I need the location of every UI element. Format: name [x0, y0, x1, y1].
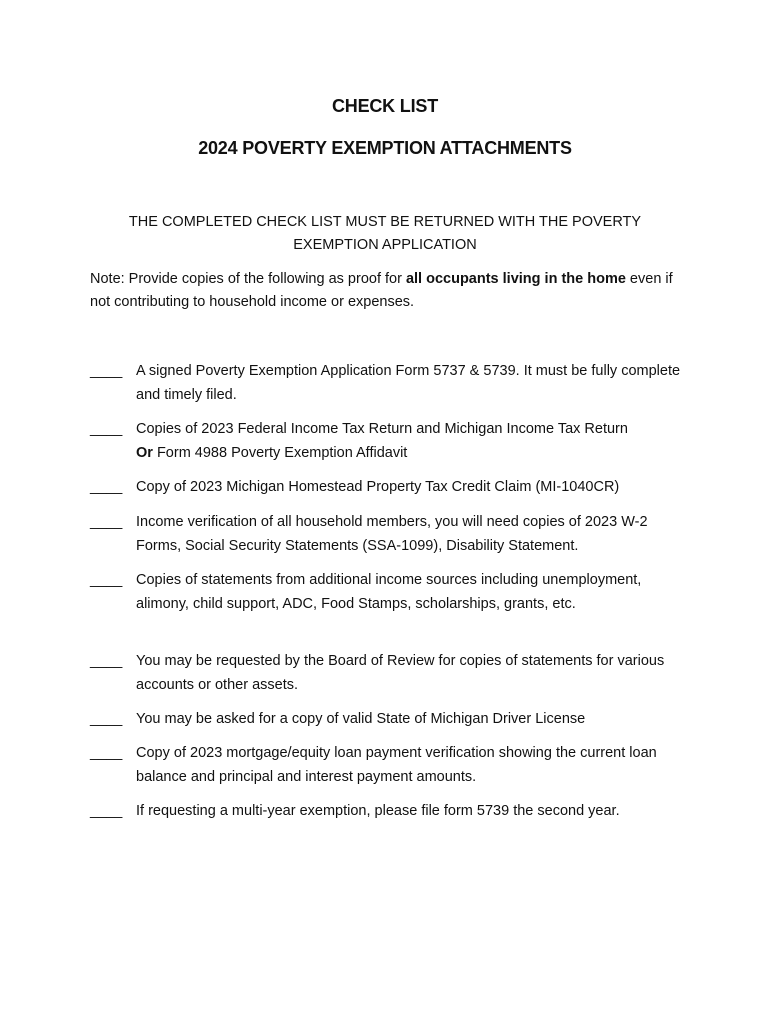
- instruction-text: THE COMPLETED CHECK LIST MUST BE RETURNED WITH THE POVERTY EXEMPTION APPLICATION: [128, 214, 642, 253]
- checklist-item: [90, 476, 690, 500]
- checkbox-blank[interactable]: ____: [90, 363, 123, 379]
- checklist-item: [90, 650, 690, 697]
- checklist-item: [90, 511, 690, 558]
- note-prefix: Note: Provide copies of the following as proof for: [90, 271, 406, 287]
- checklist-item-text: You may be asked for a copy of valid State of Michigan Driver License: [136, 711, 586, 727]
- checklist-item-text: Copy of 2023 Michigan Homestead Property Tax Credit Claim (MI-1040CR): [136, 479, 620, 495]
- page-subtitle: 2024 POVERTY EXEMPTION ATTACHMENTS: [198, 138, 572, 158]
- checkbox-blank[interactable]: ____: [90, 421, 123, 437]
- checkbox-blank[interactable]: ____: [90, 572, 123, 588]
- note-paragraph: [90, 268, 690, 314]
- checkbox-blank[interactable]: ____: [90, 514, 123, 530]
- checklist-item: [90, 418, 690, 465]
- checklist-item: [90, 360, 690, 407]
- checklist-item: [90, 742, 690, 789]
- checklist-item: [90, 800, 690, 824]
- checkbox-blank[interactable]: ____: [90, 479, 123, 495]
- checklist-item: [90, 569, 690, 616]
- checklist-item-text: You may be requested by the Board of Review for copies of statements for various accounts or other assets.: [136, 653, 665, 693]
- checkbox-blank[interactable]: ____: [90, 745, 123, 761]
- checklist-item-text: Copy of 2023 mortgage/equity loan payment verification showing the current loan balance and principal and interest payment amounts.: [136, 745, 657, 785]
- checklist-item-text-part2: Form 4988 Poverty Exemption Affidavit: [152, 444, 408, 461]
- checklist-item-text: Income verification of all household members, you will need copies of 2023 W-2 Forms, Social Security Statements (SSA-1099), Disability Statement.: [136, 514, 648, 554]
- note-suffix: even if not contributing to household income or expenses.: [90, 271, 673, 310]
- page-title: CHECK LIST: [331, 96, 438, 116]
- checklist-item-text: [136, 418, 690, 465]
- checkbox-blank[interactable]: ____: [90, 653, 123, 669]
- checklist-item-text: Copies of statements from additional income sources including unemployment, alimony, child support, ADC, Food Stamps, scholarships, grants, etc.: [136, 572, 642, 612]
- checklist-item-text: A signed Poverty Exemption Application Form 5737 & 5739. It must be fully complete and timely filed.: [136, 363, 681, 403]
- checklist-item-text-part1: Copies of 2023 Federal Income Tax Return and Michigan Income Tax Return: [136, 421, 628, 437]
- checklist-item-text: If requesting a multi-year exemption, please file form 5739 the second year.: [136, 803, 620, 819]
- checklist-item: [90, 708, 690, 732]
- checklist-item-text-bold: Or: [136, 444, 153, 461]
- checkbox-blank[interactable]: ____: [90, 711, 123, 727]
- note-emphasis: all occupants living in the home: [405, 271, 626, 287]
- checkbox-blank[interactable]: ____: [90, 803, 123, 819]
